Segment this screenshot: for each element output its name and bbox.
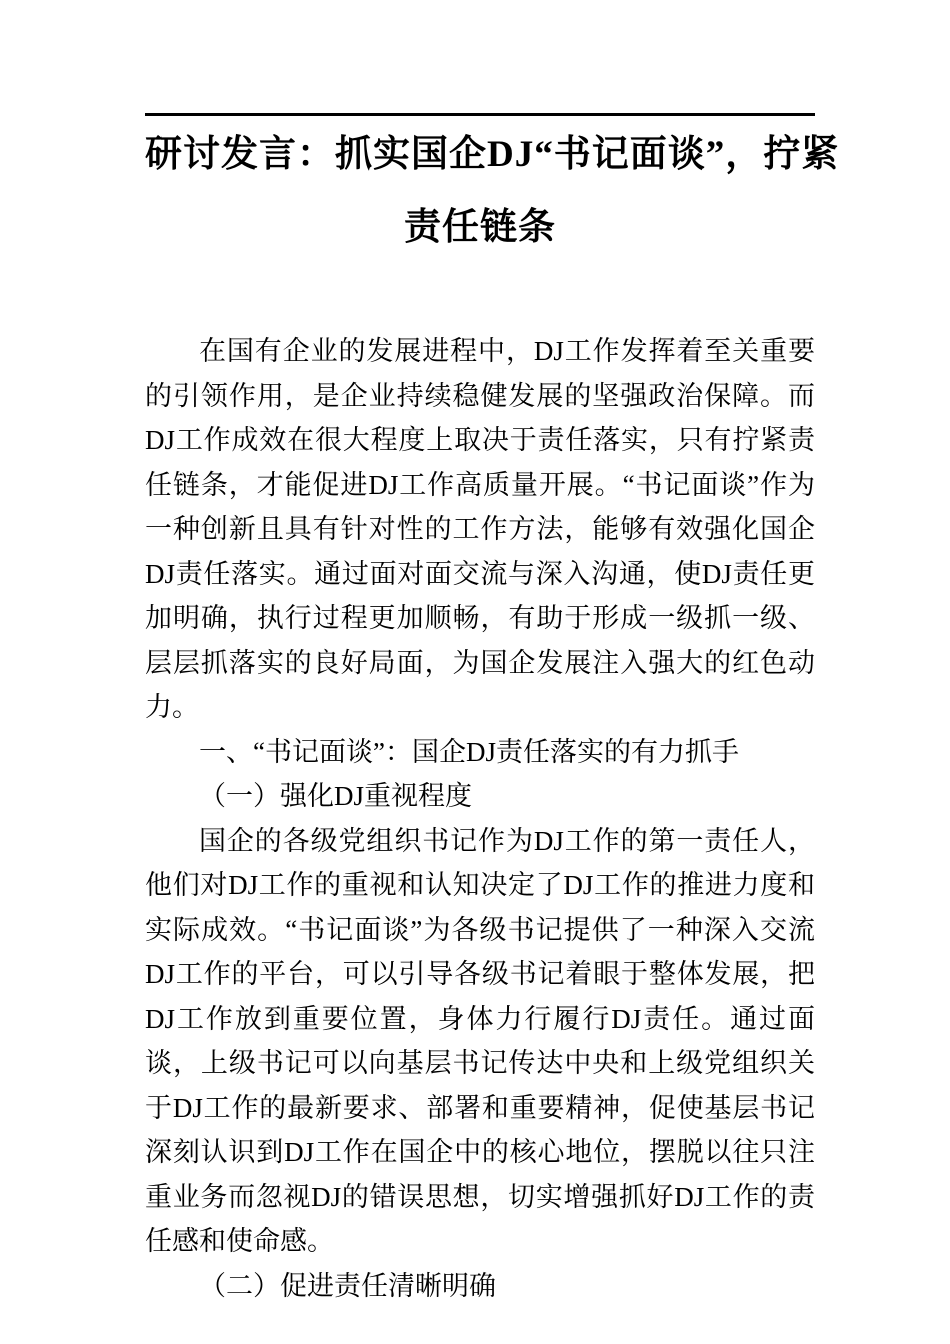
intro-paragraph: 在国有企业的发展进程中，DJ工作发挥着至关重要的引领作用，是企业持续稳健发展的坚强政治保障。而DJ工作成效在很大程度上取决于责任落实，只有拧紧责任链条，才能促进DJ工作高质量开展。“书记面谈”作为一种创新且具有针对性的工作方法，能够有效强化国企DJ责任落实。通过面对面交流与深入沟通，使DJ责任更加明确，执行过程更加顺畅，有助于形成一级抓一级、层层抓落实的良好局面，为国企发展注入强大的红色动力。 bbox=[145, 336, 815, 722]
document-content bbox=[0, 113, 950, 1308]
document-title-line1: 研讨发言：抓实国企DJ“书记面谈”，拧紧 bbox=[145, 134, 840, 175]
paragraph-strengthen-dj-awareness: 国企的各级党组织书记作为DJ工作的第一责任人，他们对DJ工作的重视和认知决定了DJ工作的推进力度和实际成效。“书记面谈”为各级书记提供了一种深入交流DJ工作的平台，可以引导各级书记着眼于整体发展，把DJ工作放到重要位置，身体力行履行DJ责任。通过面谈，上级书记可以向基层书记传达中央和上级党组织关于DJ工作的最新要求、部署和重要精神，促使基层书记深刻认识到DJ工作在国企中的核心地位，摆脱以往只注重业务而忽视DJ的错误思想，切实增强抓好DJ工作的责任感和使命感。 bbox=[145, 825, 815, 1256]
document-title-line2: 责任链条 bbox=[404, 207, 556, 248]
document-body bbox=[145, 329, 815, 1308]
document-title bbox=[145, 118, 840, 264]
subsection-heading-1-1: （一）强化DJ重视程度 bbox=[199, 781, 473, 811]
section-heading-1: 一、“书记面谈”：国企DJ责任落实的有力抓手 bbox=[199, 736, 739, 767]
subsection-heading-1-2: （二）促进责任清晰明确 bbox=[199, 1270, 496, 1301]
title-divider-line bbox=[145, 113, 815, 116]
